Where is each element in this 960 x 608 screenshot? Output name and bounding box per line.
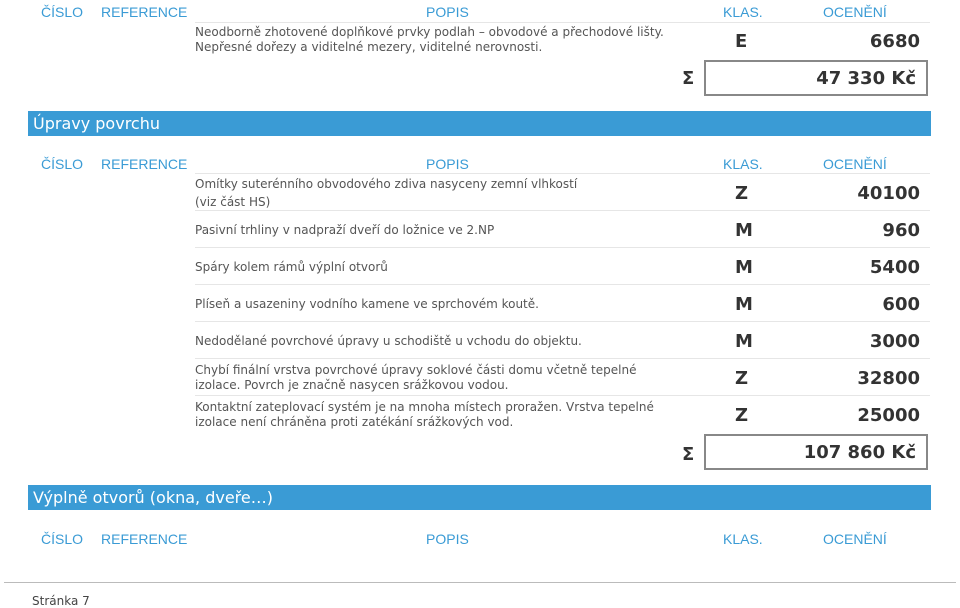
page-number: Stránka 7 <box>32 594 90 608</box>
classification: Z <box>735 183 749 204</box>
price-value: 960 <box>882 220 920 241</box>
section-heading-upravy: Úpravy povrchu <box>28 111 931 136</box>
divider <box>195 210 930 211</box>
col-reference: REFERENCE <box>101 156 188 172</box>
col-cislo: ČÍSLO <box>41 531 84 547</box>
classification: M <box>735 294 753 315</box>
table-row-description: Spáry kolem rámů výplní otvorů <box>195 260 388 274</box>
col-reference: REFERENCE <box>101 531 188 547</box>
sum-symbol: Σ <box>682 444 695 465</box>
col-oceneni: OCENĚNÍ <box>823 156 887 172</box>
col-cislo: ČÍSLO <box>41 156 84 172</box>
table-row-description: Nedodělané povrchové úpravy u schodiště u vchodu do objektu. <box>195 334 582 348</box>
col-klas: KLAS. <box>723 531 763 547</box>
col-klas: KLAS. <box>723 4 763 20</box>
col-klas: KLAS. <box>723 156 763 172</box>
section-total-box <box>704 60 928 96</box>
price-value: 40100 <box>857 183 920 204</box>
sum-symbol: Σ <box>682 68 695 89</box>
table-row-description: Chybí finální vrstva povrchové úpravy soklové části domu včetně tepelné izolace. Povrch je značně nasycen srážkovou vodou. <box>195 363 637 392</box>
price-value: 6680 <box>869 31 920 52</box>
table-row-description: Omítky suterénního obvodového zdiva nasyceny zemní vlhkostí (viz část HS) <box>195 177 578 209</box>
classification: M <box>735 331 753 352</box>
price-value: 600 <box>882 294 920 315</box>
classification: Z <box>735 405 749 426</box>
col-oceneni: OCENĚNÍ <box>823 531 887 547</box>
section-total: 47 330 Kč <box>816 68 916 89</box>
section-total-box <box>704 434 928 470</box>
footer-divider <box>4 582 956 583</box>
table-row-description: Pasivní trhliny v nadpraží dveří do ložnice ve 2.NP <box>195 223 495 237</box>
divider <box>195 321 930 322</box>
classification: E <box>735 31 748 52</box>
column-header-row <box>0 154 960 174</box>
divider <box>195 22 930 23</box>
col-cislo: ČÍSLO <box>41 4 84 20</box>
column-header-row <box>0 2 960 22</box>
divider <box>195 247 930 248</box>
col-reference: REFERENCE <box>101 4 188 20</box>
column-header-row <box>0 529 960 549</box>
col-popis: POPIS <box>426 156 469 172</box>
price-value: 5400 <box>869 257 920 278</box>
section-heading-vyplne: Výplně otvorů (okna, dveře…) <box>28 485 931 510</box>
divider <box>195 395 930 396</box>
col-popis: POPIS <box>426 531 469 547</box>
price-value: 25000 <box>857 405 920 426</box>
table-row-description: Neodborně zhotovené doplňkové prvky podlah – obvodové a přechodové lišty. Nepřesné dořezy a viditelné mezery, viditelné nerovnosti. <box>195 25 664 54</box>
col-oceneni: OCENĚNÍ <box>823 4 887 20</box>
col-popis: POPIS <box>426 4 469 20</box>
classification: Z <box>735 368 749 389</box>
divider <box>195 173 930 174</box>
price-value: 32800 <box>857 368 920 389</box>
table-row-description: Kontaktní zateplovací systém je na mnoha místech proražen. Vrstva tepelné izolace není chráněna proti zatékání srážkových vod. <box>195 400 654 429</box>
divider <box>195 358 930 359</box>
table-row-description: Plíseň a usazeniny vodního kamene ve sprchovém koutě. <box>195 297 539 311</box>
section-total: 107 860 Kč <box>803 442 916 463</box>
divider <box>195 284 930 285</box>
classification: M <box>735 257 753 278</box>
classification: M <box>735 220 753 241</box>
price-value: 3000 <box>869 331 920 352</box>
